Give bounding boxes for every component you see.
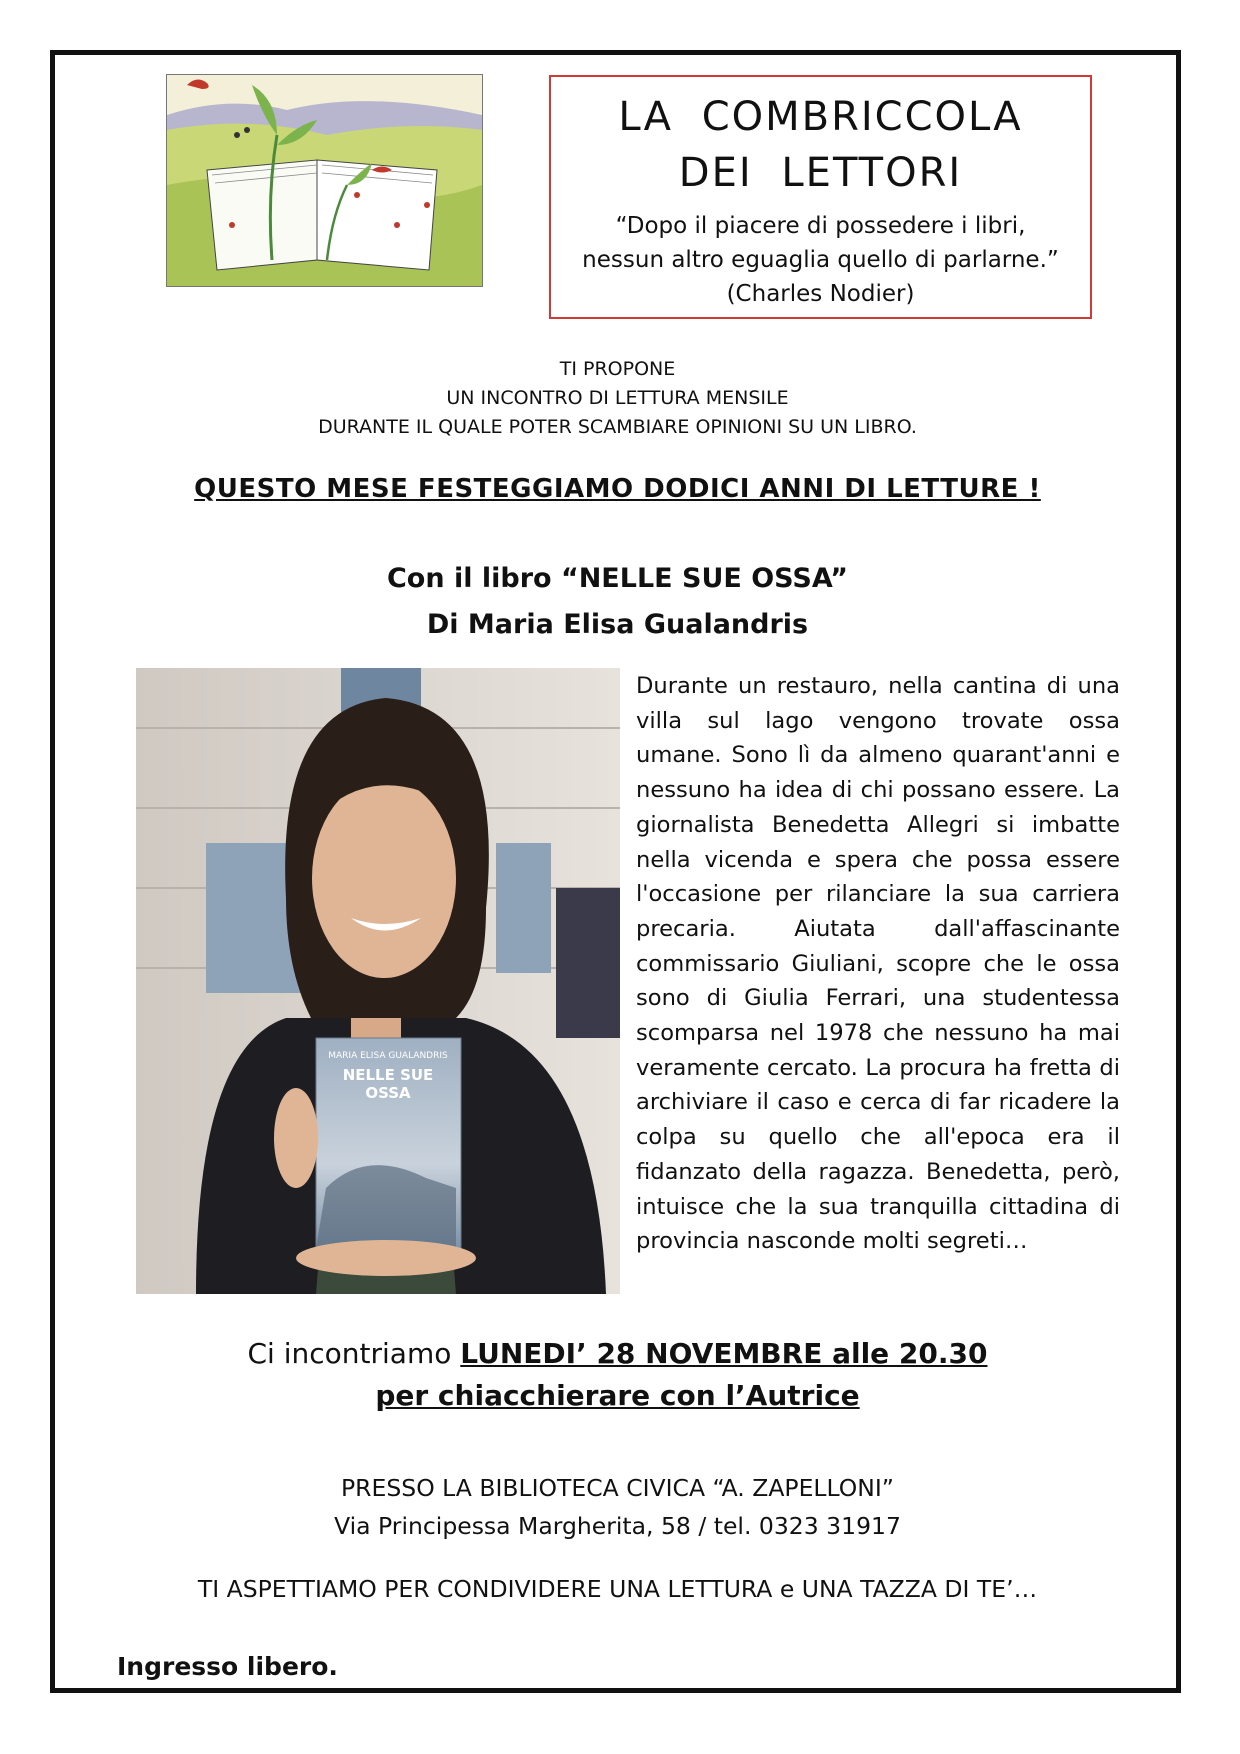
cover-author: MARIA ELISA GUALANDRIS — [328, 1051, 448, 1061]
quote-line1: “Dopo il piacere di possedere i libri, — [615, 213, 1026, 239]
intro-line2: UN INCONTRO DI LETTURA MENSILE — [446, 387, 789, 409]
free-entry-note: Ingresso libero. — [117, 1652, 338, 1681]
book-heading — [60, 556, 1175, 648]
venue-line2: Via Principessa Margherita, 58 / tel. 0323 31917 — [334, 1512, 901, 1540]
club-title-line1: LA COMBRICCOLA — [618, 94, 1023, 140]
intro-text — [60, 355, 1175, 442]
title-box — [549, 75, 1092, 319]
cover-title-1: NELLE SUE — [342, 1066, 434, 1084]
cover-title-2: OSSA — [365, 1084, 411, 1102]
meeting-line1 — [60, 1333, 1175, 1375]
meeting-prefix: Ci incontriamo — [247, 1337, 461, 1370]
author-photo — [136, 668, 620, 1294]
author-with-book-photo — [136, 668, 620, 1294]
book-plants-illustration — [166, 74, 483, 287]
invite-text: TI ASPETTIAMO PER CONDIVIDERE UNA LETTURA e UNA TAZZA DI TE’… — [197, 1575, 1038, 1603]
intro-line1: TI PROPONE — [559, 358, 676, 380]
meeting-line2: per chiacchierare con l’Autrice — [375, 1379, 860, 1412]
book-title-line: Con il libro “NELLE SUE OSSA” — [386, 563, 849, 594]
venue-line1: PRESSO LA BIBLIOTECA CIVICA “A. ZAPELLONI” — [341, 1474, 894, 1502]
book-author-line: Di Maria Elisa Gualandris — [426, 609, 809, 640]
quote-author: (Charles Nodier) — [726, 281, 915, 307]
quote-line2: nessun altro eguaglia quello di parlarne.” — [582, 247, 1059, 273]
intro-line3: DURANTE IL QUALE POTER SCAMBIARE OPINIONI SU UN LIBRO. — [318, 416, 917, 438]
meeting-info — [60, 1333, 1175, 1417]
club-title-line2: DEI LETTORI — [678, 150, 963, 196]
illustration-icon — [167, 75, 482, 286]
headline: QUESTO MESE FESTEGGIAMO DODICI ANNI DI LETTURE ! — [194, 474, 1041, 504]
meeting-date: LUNEDI’ 28 NOVEMBRE alle 20.30 — [460, 1337, 988, 1370]
book-synopsis: Durante un restauro, nella cantina di una villa sul lago vengono trovate ossa umane. Sono lì da almeno quarant'anni e nessuno ha idea di chi possano essere. La giornalista Benedetta Allegri si imbatte nella vicenda e spera che possa essere l'occasione per rilanciare la sua carriera precaria. Aiutata dall'affascinante commissario Giuliani, scopre che le ossa sono di Giulia Ferrari, una studentessa scomparsa nel 1978 che nessuno ha mai veramente cercato. La procura ha fretta di archiviare il caso e cerca di far ricadere la colpa su quello che all'epoca era il fidanzato della ragazza. Benedetta, però, intuisce che la sua tranquilla cittadina di provincia nasconde molti segreti… — [636, 673, 1120, 1255]
venue-info — [60, 1469, 1175, 1545]
